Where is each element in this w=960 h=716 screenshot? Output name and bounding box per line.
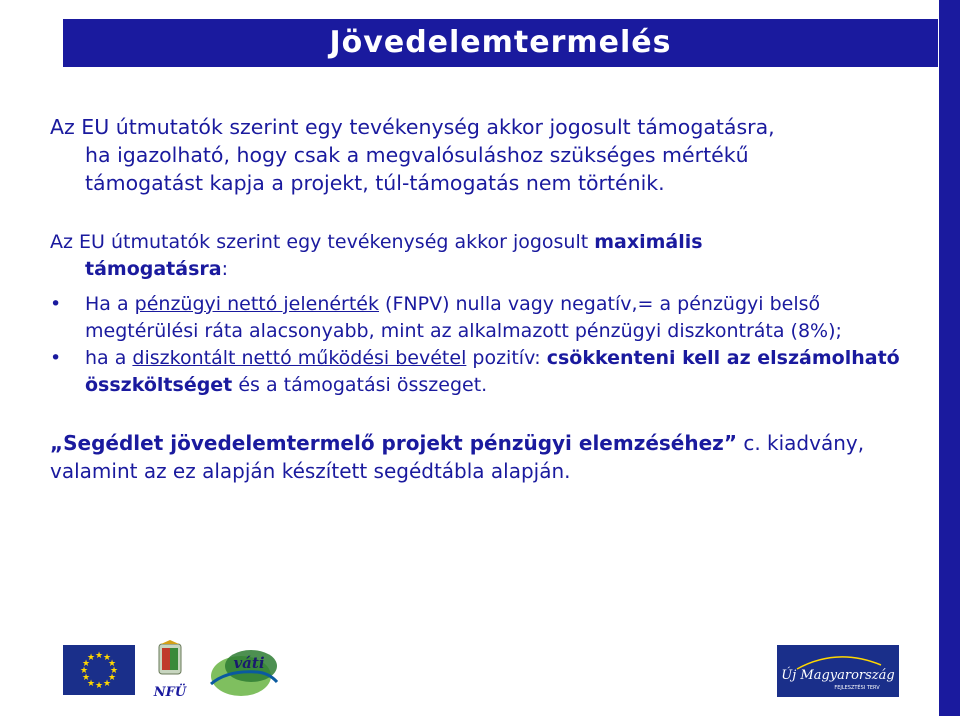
intro-line-1: Az EU útmutatók szerint egy tevékenység akkor jogosult támogatásra, [50, 115, 775, 139]
bullet-1-underlined: pénzügyi nettó jelenérték [134, 293, 380, 315]
bullet-2-text-e: és a támogatási összeget. [232, 374, 488, 396]
svg-text:★: ★ [79, 666, 89, 676]
svg-text:★: ★ [86, 653, 96, 663]
svg-text:★: ★ [102, 679, 112, 689]
eligibility-section [50, 229, 930, 485]
bullet-1-text-c: (FNPV) nulla vagy negatív,= a pénzügyi belső megtérülési ráta alacsonyabb, mint az alkalmazott pénzügyi diszkontráta (8%); [85, 293, 842, 342]
eligibility-intro [50, 229, 930, 256]
eligibility-intro-bold-2: támogatásra [85, 258, 222, 280]
nfu-logo [149, 640, 191, 702]
eligibility-intro-colon: : [221, 258, 228, 280]
svg-text:★: ★ [81, 673, 91, 683]
svg-text:★: ★ [86, 679, 96, 689]
bullet-2-text-c: pozitív: [466, 347, 547, 369]
bullet-item-1 [50, 291, 930, 345]
intro-line-2: ha igazolható, hogy csak a megvalósuláshoz szükséges mértékű [85, 143, 749, 167]
svg-text:★: ★ [94, 651, 104, 661]
svg-text:★: ★ [107, 659, 117, 669]
vati-logo-text: váti [233, 654, 265, 672]
bullet-2-underlined: diszkontált nettó működési bevétel [132, 347, 467, 369]
reference-note [50, 429, 930, 485]
intro-paragraph [50, 113, 920, 197]
logo-footer [63, 640, 933, 702]
reference-rest: c. kiadvány, valamint az ez alapján készített segédtábla alapján. [50, 431, 865, 483]
eu-flag-logo [63, 645, 135, 695]
nfu-logo-text: NFÜ [153, 685, 187, 700]
intro-line-3: támogatást kapja a projekt, túl-támogatás nem történik. [85, 171, 665, 195]
umt-logo-text: Új Magyarország [781, 668, 895, 683]
right-accent-bar [939, 0, 960, 716]
title-banner [63, 19, 938, 67]
svg-text:★: ★ [94, 681, 104, 691]
bullet-2-bold: csökkenteni kell az elszámolható összköltséget [85, 347, 900, 396]
eligibility-intro-bold-1: maximális [594, 231, 703, 253]
eligibility-intro-text: Az EU útmutatók szerint egy tevékenység akkor jogosult [50, 231, 595, 253]
eligibility-intro-cont [50, 256, 930, 283]
bullet-item-2 [50, 345, 930, 399]
bullet-dot-icon: • [50, 347, 62, 369]
svg-text:★: ★ [102, 653, 112, 663]
bullet-2-text-a: ha a [85, 347, 133, 369]
svg-text:★: ★ [109, 666, 119, 676]
bullet-dot-icon: • [50, 293, 62, 315]
page-title: Jövedelemtermelés [329, 25, 672, 60]
uj-magyarorszag-logo [777, 645, 899, 697]
reference-title: „Segédlet jövedelemtermelő projekt pénzügyi elemzéséhez” [50, 431, 737, 455]
vati-logo [207, 642, 281, 700]
umt-logo-subtext: FEJLESZTÉSI TERV [834, 685, 880, 691]
svg-text:★: ★ [81, 659, 91, 669]
svg-text:★: ★ [107, 673, 117, 683]
bullet-1-text-a: Ha a [85, 293, 135, 315]
